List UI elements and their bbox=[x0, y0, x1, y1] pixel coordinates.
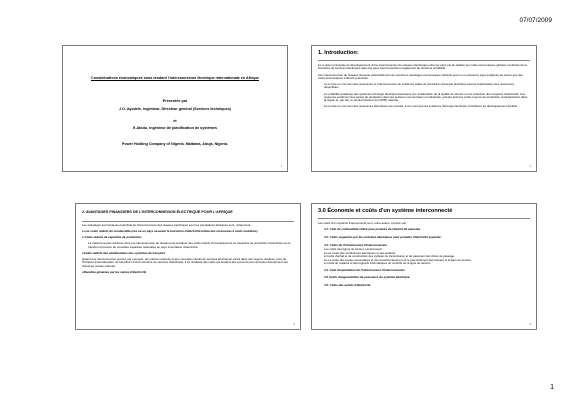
author-2: E.Abutu, Ingénieur de planification de systèmes bbox=[132, 126, 217, 130]
title-divider bbox=[82, 221, 294, 222]
paragraph: ●Coûts réduits des améliorations des systèmes de transport bbox=[82, 250, 166, 255]
slide-body bbox=[318, 64, 529, 112]
slide-3-financial-benefits bbox=[75, 203, 301, 330]
slide-body bbox=[318, 222, 529, 292]
paragraph: 3.2. Coûts supportés par les centrales électriques pour produire l'électricité exportée bbox=[324, 234, 441, 239]
presentation-title: Considérations économiques sous-tendant l'interconnexion électrique internationale en Afrique bbox=[91, 76, 259, 80]
organization: Power Holding Company of Nigeria, Maitama, Abuja, Nigeria. bbox=[121, 142, 229, 146]
paragraph: ● La mise en commun des ressources électriques est cruciale, à l'en veut que les systèmes d'énergie électrique contribuent au développement durable bbox=[324, 104, 518, 109]
slide-number: 3 bbox=[293, 323, 295, 326]
paragraph: ● Les coûts réduits du combustible (ces où un pays assurant la fourniture d'électricité utilise des ressources à coûts moindres) bbox=[82, 229, 258, 234]
paragraph: ● Coûts du matériel et des logiciels informatiques de contrôle de la ligne de tension bbox=[324, 261, 431, 265]
paragraph: ● Coûts d'achat et de construction des pylônes de transmission et de paiement des droits de passage. bbox=[324, 254, 455, 259]
slide-body bbox=[82, 224, 293, 277]
paragraph: Les coûts d'un système interconnecté sont, entre autres, comme suit : bbox=[318, 221, 408, 225]
paragraph: ● La fiabilité améliorée des systèmes d'énergie électrique favorisera une amélioration de la qualité du service et une réduction des coupures d'électricité. Ces coupures entraînent des pertes de production dans les secteurs commerciaux et industriels, grevant ainsi les coûts moyens de production manufacturière dans la région et, par fret, le produit intérieur brut (PIB) national. bbox=[324, 91, 528, 103]
paragraph: ● Les coûts des postes secondaires et des transformateurs pour le raccordement des réseaux à la ligne de tension. bbox=[324, 257, 472, 262]
page-number: 1 bbox=[550, 384, 554, 391]
slide-4-economics-costs bbox=[311, 203, 537, 330]
paragraph: ● Coûts réduits de capacités de production bbox=[82, 235, 142, 240]
slide-title: 2. AVANTAGES FINANCIERS DE L'INTERCONNEXION ÉLECTRIQUE POUR L'AFRIQUE bbox=[82, 210, 233, 214]
paragraph: ● La raison principale du développement d'une interconnexion de réseaux électriques entre les pays est de réaliser les coûts économiques globaux combinés de la fourniture de services électriques dans les pays interconnectés et également de renforcer la fiabilité. bbox=[318, 63, 527, 71]
author-conjunction: et bbox=[173, 119, 177, 123]
paragraph: ●Un interconnexion de réseaux présente potentiellement de nombreux avantages économiques indirects pour un ou plusieurs pays impliqués de même que des coûts économiques indirects potentiels. bbox=[318, 72, 523, 80]
paragraph: 3.6. Coûts des achats d'électricité bbox=[324, 283, 371, 288]
slide-number: 2 bbox=[529, 165, 531, 168]
paragraph: ●Recettes générées par les ventes d'électricité bbox=[82, 269, 147, 274]
paragraph: 3.5 Coûts d'augmentation de puissance du système électrique bbox=[324, 275, 410, 280]
paragraph: Les avantages économiques potentiels de l'interconnexion des réseaux électriques pour les populations africaines sont, notamment : bbox=[82, 223, 252, 227]
print-date: 07/07/2009 bbox=[519, 17, 552, 24]
slide-2-introduction bbox=[311, 45, 537, 172]
paragraph: 3.4. Coût d'exploitation de l'infrastructure d'interconnexion bbox=[324, 267, 405, 272]
paragraph: ● Les coûts des conducteurs électriques et des isolants. bbox=[324, 250, 396, 255]
title-divider bbox=[318, 218, 530, 219]
paragraph: ● La mise en commun des ressources et l'interconnexion de systèmes isolés de production d'énergie électrique permet l'optimisation des ressources disponibles bbox=[324, 82, 515, 90]
paragraph: La manière la plus évidente dont une interconnexion de réseau peut entraîner des coûts réduits d'investissement en capacités de production d'électricité est le transfert du besoin de nouvelles capacités nationales au pays importateur d'électricité. bbox=[88, 241, 291, 249]
presented-by: Présentée par bbox=[162, 99, 188, 103]
paragraph: Les coûts des lignes de tension comprennent : bbox=[324, 247, 384, 252]
slide-1-title bbox=[62, 45, 288, 172]
slide-title: 3.0 Économie et coûts d'un système interconnecté bbox=[318, 208, 453, 214]
paragraph: Quand une interconnexion permet, par exemple, aux clients existants et aux nouveaux clients de services électriques vivant dans des régions reculées, près de frontières internationales, de bénéficier d'une fourniture de services d'électricité, il en résultera des coûts qui auraient été encourus par raccorder directement ces clients au réseau national. bbox=[82, 256, 288, 268]
slide-number: 4 bbox=[529, 323, 531, 326]
title-divider bbox=[318, 60, 530, 61]
paragraph: 3.3. Coûts de l'infrastructure d'interconnexion bbox=[324, 242, 388, 247]
slide-title: 1. Introduction: bbox=[318, 50, 359, 56]
paragraph: 3.1. Coût du combustible utilisé pour produire de l'électricité exportée bbox=[324, 227, 421, 232]
author-1: J.O. Ayodele, Ingénieur, Directeur général (Services techniques) bbox=[118, 107, 232, 111]
slide-number: 1 bbox=[280, 165, 282, 168]
